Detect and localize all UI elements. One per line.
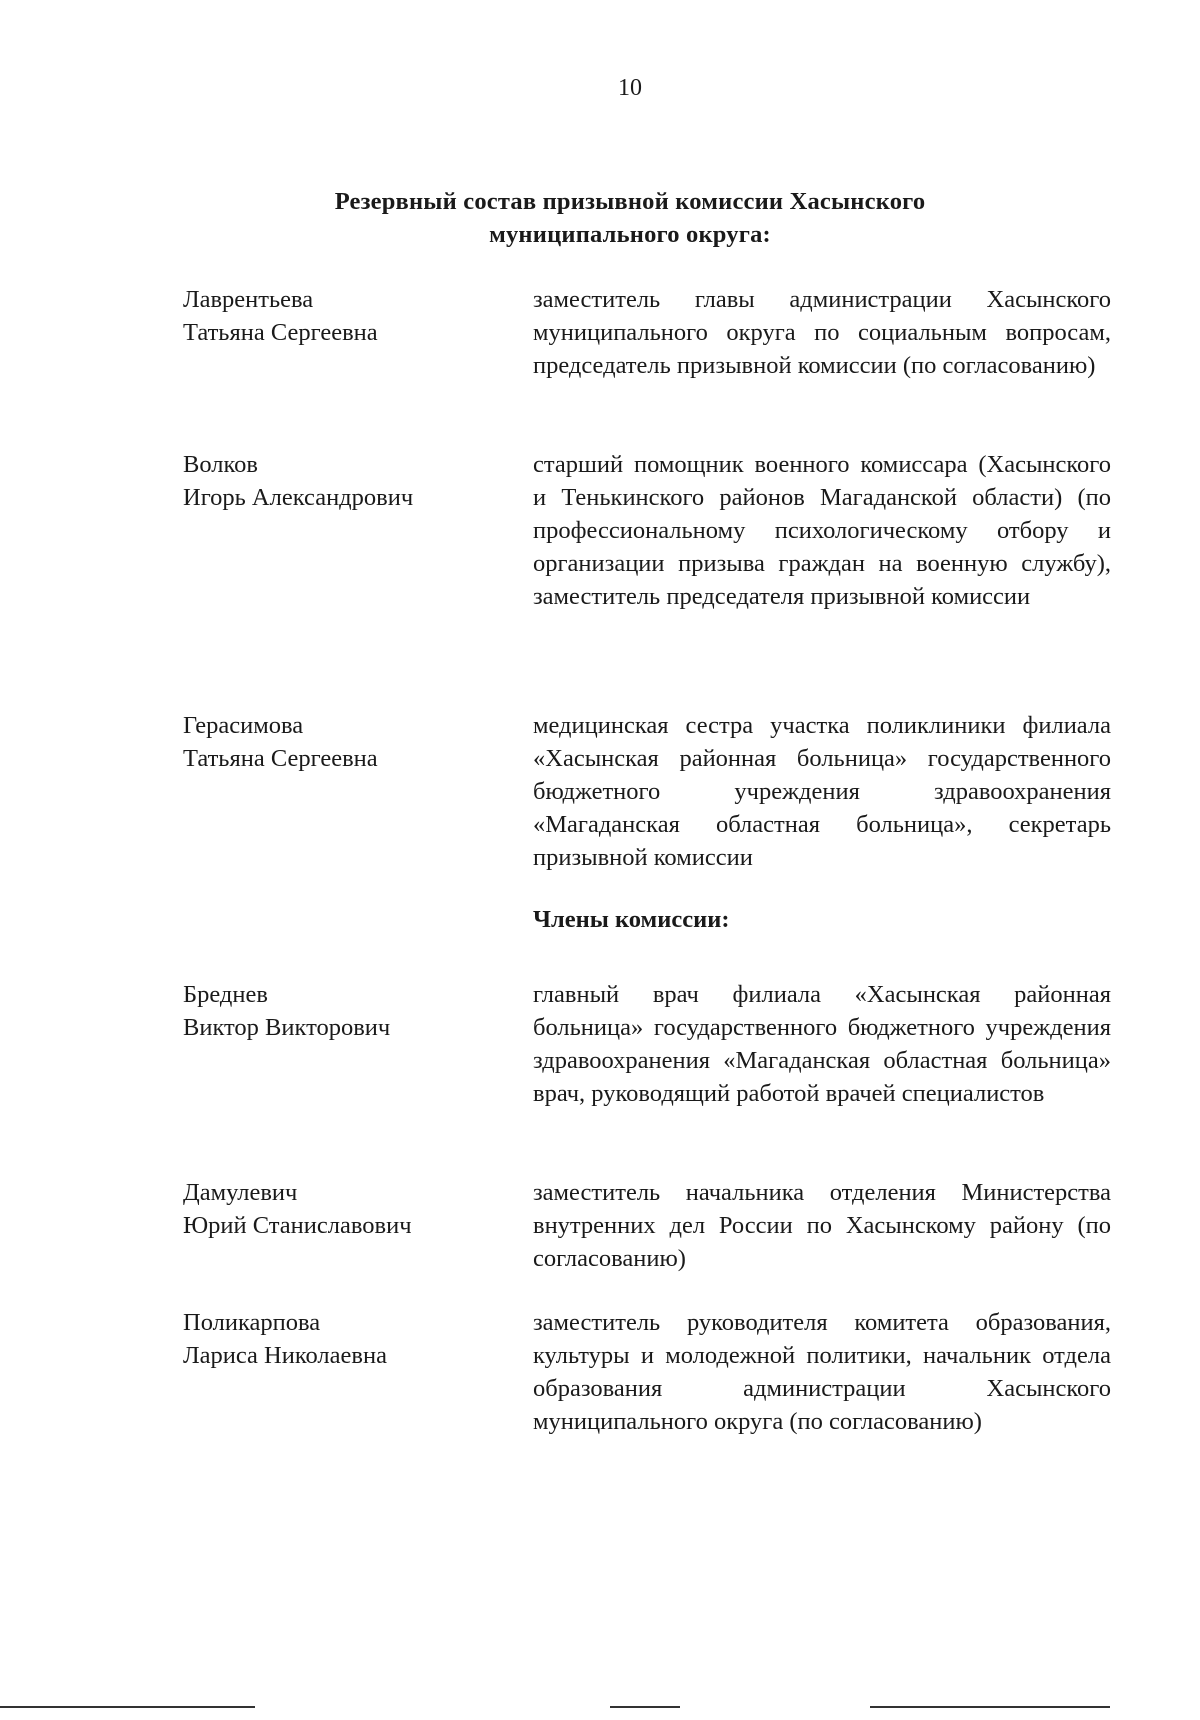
person-name xyxy=(183,1176,503,1242)
person-given-names: Игорь Александрович xyxy=(183,484,414,511)
person-surname: Бреднев xyxy=(183,981,268,1008)
person-surname: Дамулевич xyxy=(183,1179,298,1206)
page-number: 10 xyxy=(618,75,642,101)
person-position: заместитель главы администрации Хасынского муниципального округа по социальным вопросам, председатель призывной комиссии (по согласованию) xyxy=(533,286,1111,379)
scan-edge-line xyxy=(870,1706,1110,1708)
person-position: главный врач филиала «Хасынская районная больница» государственного бюджетного учреждения здравоохранения «Магаданская областная больница» врач, руководящий работой врачей специалистов xyxy=(533,981,1111,1107)
person-given-names: Лариса Николаевна xyxy=(183,1342,387,1369)
person-position: заместитель руководителя комитета образования, культуры и молодежной политики, начальник отдела образования администрации Хасынского муниципального округа (по согласованию) xyxy=(533,1309,1111,1435)
person-surname: Лаврентьева xyxy=(183,286,314,313)
person-name xyxy=(183,1306,503,1372)
person-given-names: Виктор Викторович xyxy=(183,1014,391,1041)
person-surname: Волков xyxy=(183,451,258,478)
person-surname: Поликарпова xyxy=(183,1309,321,1336)
scan-edge-line xyxy=(0,1706,255,1708)
person-position: заместитель начальника отделения Министерства внутренних дел России по Хасынскому району (по согласованию) xyxy=(533,1179,1111,1272)
person-surname: Герасимова xyxy=(183,712,304,739)
person-name xyxy=(183,709,503,775)
person-given-names: Татьяна Сергеевна xyxy=(183,745,378,772)
document-title: Резервный состав призывной комиссии Хасынского муниципального округа: xyxy=(334,188,926,248)
scan-edge-line xyxy=(610,1706,680,1708)
person-position: медицинская сестра участка поликлиники филиала «Хасынская районная больница» государственного бюджетного учреждения здравоохранения «Магаданская областная больница», секретарь призывной комиссии xyxy=(533,712,1111,871)
person-position: старший помощник военного комиссара (Хасынского и Тенькинского районов Магаданской области) (по профессиональному психологическому отбору и организации призыва граждан на военную службу), заместитель председателя призывной комиссии xyxy=(533,451,1111,610)
members-heading: Члены комиссии: xyxy=(533,906,730,933)
person-name xyxy=(183,448,503,514)
person-name xyxy=(183,283,503,349)
person-name xyxy=(183,978,503,1044)
person-given-names: Татьяна Сергеевна xyxy=(183,319,378,346)
person-given-names: Юрий Станиславович xyxy=(183,1212,412,1239)
